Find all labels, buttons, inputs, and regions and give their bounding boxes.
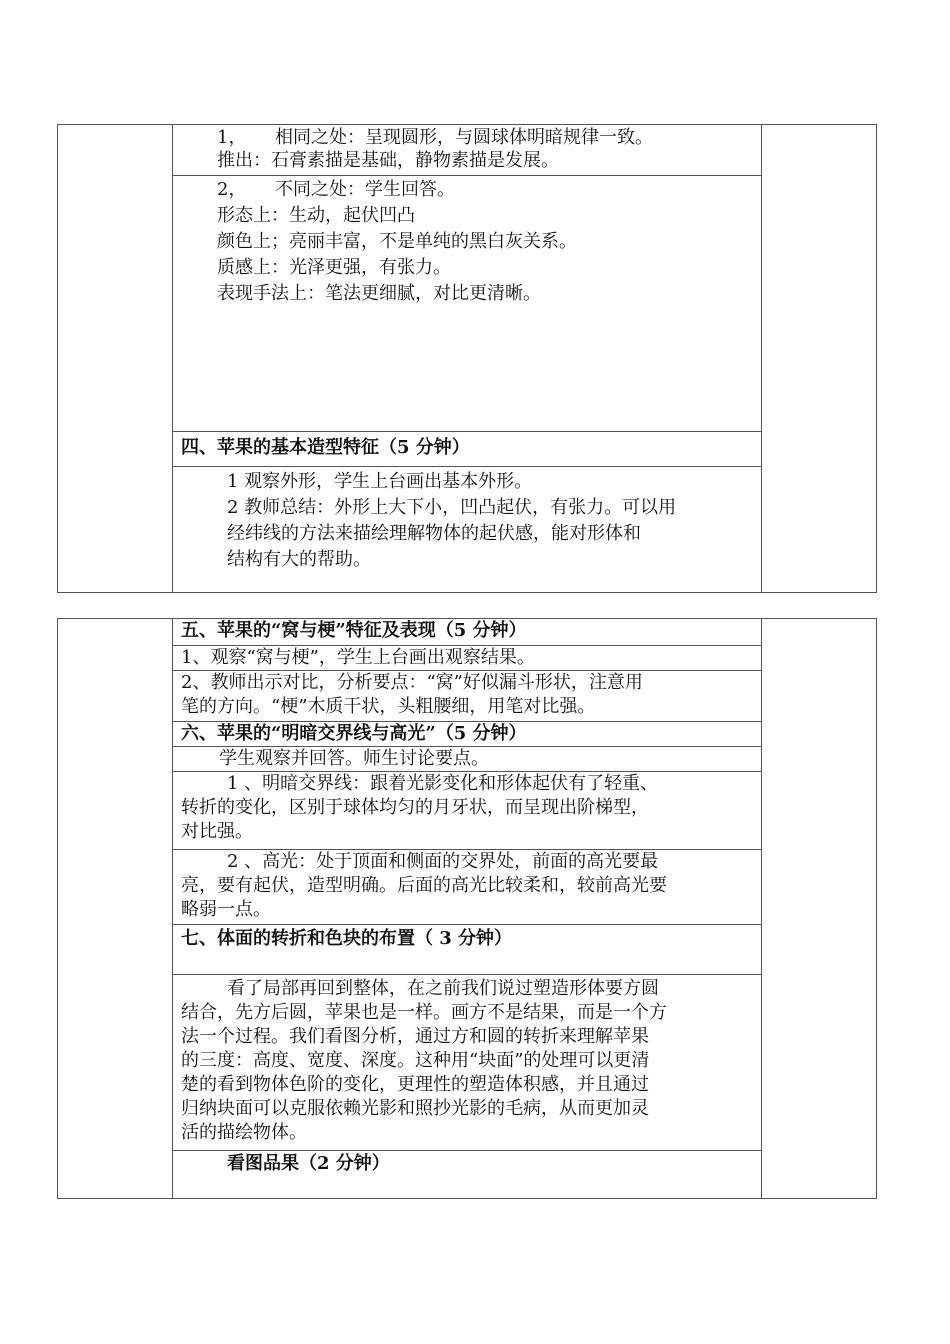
left-column-cell — [58, 619, 173, 1199]
section7-body-line: 归纳块面可以克服依赖光影和照抄光影的毛病，从而更加灵 — [181, 1098, 649, 1119]
section7-body-line: 看了局部再回到整体，在之前我们说过塑造形体要方圆 — [227, 978, 659, 999]
section7-body-line: 活的描绘物体。 — [181, 1122, 307, 1143]
difference-line: 2， 不同之处：学生回答。 — [217, 179, 456, 200]
section5-item1: 1、观察“窝与梗”，学生上台画出观察结果。 — [181, 647, 535, 668]
section7-body-line: 结合，先方后圆，苹果也是一样。画方不是结果，而是一个方 — [181, 1002, 667, 1023]
section7-body-line: 楚的看到物体色阶的变化，更理性的塑造体积感，并且通过 — [181, 1074, 649, 1095]
section7-heading-cell — [173, 925, 762, 975]
section7-heading: 七、体面的转折和色块的布置（ 3 分钟） — [181, 928, 513, 949]
section7-body-line: 法一个过程。我们看图分析，通过方和圆的转折来理解苹果 — [181, 1026, 649, 1047]
section5-item2-line: 笔的方向。“梗”木质干状，头粗腰细，用笔对比强。 — [181, 696, 596, 717]
left-column-cell — [58, 125, 173, 593]
section6-item1-line: 对比强。 — [181, 821, 253, 842]
section8-heading: 看图品果（2 分钟） — [227, 1153, 390, 1174]
section6-item2-line: 略弱一点。 — [181, 899, 271, 920]
form-line: 形态上：生动，起伏凹凸 — [217, 205, 415, 226]
lesson-table-2 — [57, 618, 877, 1199]
section4-line: 1 观察外形，学生上台画出基本外形。 — [227, 471, 533, 492]
section6-item1-line: 1 、明暗交界线：跟着光影变化和形体起伏有了轻重、 — [227, 773, 659, 794]
texture-line: 质感上：光泽更强，有张力。 — [217, 257, 451, 278]
technique-line: 表现手法上：笔法更细腻，对比更清晰。 — [217, 283, 541, 304]
section4-body-cell — [173, 467, 762, 593]
section5-item2-cell — [173, 671, 762, 722]
difference-cell — [173, 176, 762, 432]
section4-line: 2 教师总结：外形上大下小，凹凸起伏，有张力。可以用 — [227, 497, 677, 518]
lesson-table-1 — [57, 124, 877, 593]
section6-item2-line: 2 、高光：处于顶面和侧面的交界处，前面的高光要最 — [227, 851, 659, 872]
section6-heading: 六、苹果的“明暗交界线与高光”（5 分钟） — [181, 723, 527, 744]
section5-item2-line: 2、教师出示对比，分析要点：“窝”好似漏斗形状，注意用 — [181, 672, 643, 693]
section4-heading: 四、苹果的基本造型特征（5 分钟） — [181, 437, 470, 458]
color-line: 颜色上；亮丽丰富，不是单纯的黑白灰关系。 — [217, 231, 577, 252]
section6-intro: 学生观察并回答。师生讨论要点。 — [219, 748, 489, 769]
section6-item2-cell — [173, 850, 762, 925]
section7-body-cell — [173, 975, 762, 1151]
section7-body-line: 的三度：高度、宽度、深度。这种用“块面”的处理可以更清 — [181, 1050, 650, 1071]
section4-heading-cell — [173, 432, 762, 467]
section4-line: 结构有大的帮助。 — [227, 549, 371, 570]
similarity-line: 1， 相同之处：呈现圆形，与圆球体明暗规律一致。 — [217, 127, 654, 148]
section4-line: 经纬线的方法来描绘理解物体的起伏感，能对形体和 — [227, 523, 641, 544]
right-column-cell — [762, 619, 877, 1199]
section6-item1-line: 转折的变化，区别于球体均匀的月牙状，而呈现出阶梯型， — [181, 797, 649, 818]
section5-heading: 五、苹果的“窝与梗”特征及表现（5 分钟） — [181, 620, 527, 641]
similarity-cell — [173, 125, 762, 176]
section5-heading-cell — [173, 619, 762, 646]
conclusion-line: 推出：石膏素描是基础，静物素描是发展。 — [217, 150, 559, 171]
section6-heading-cell — [173, 722, 762, 747]
section6-intro-cell — [173, 747, 762, 772]
section6-item1-cell — [173, 772, 762, 850]
section6-item2-line: 亮，要有起伏，造型明确。后面的高光比较柔和，较前高光要 — [181, 875, 667, 896]
section8-heading-cell — [173, 1151, 762, 1199]
right-column-cell — [762, 125, 877, 593]
section5-item1-cell — [173, 646, 762, 671]
